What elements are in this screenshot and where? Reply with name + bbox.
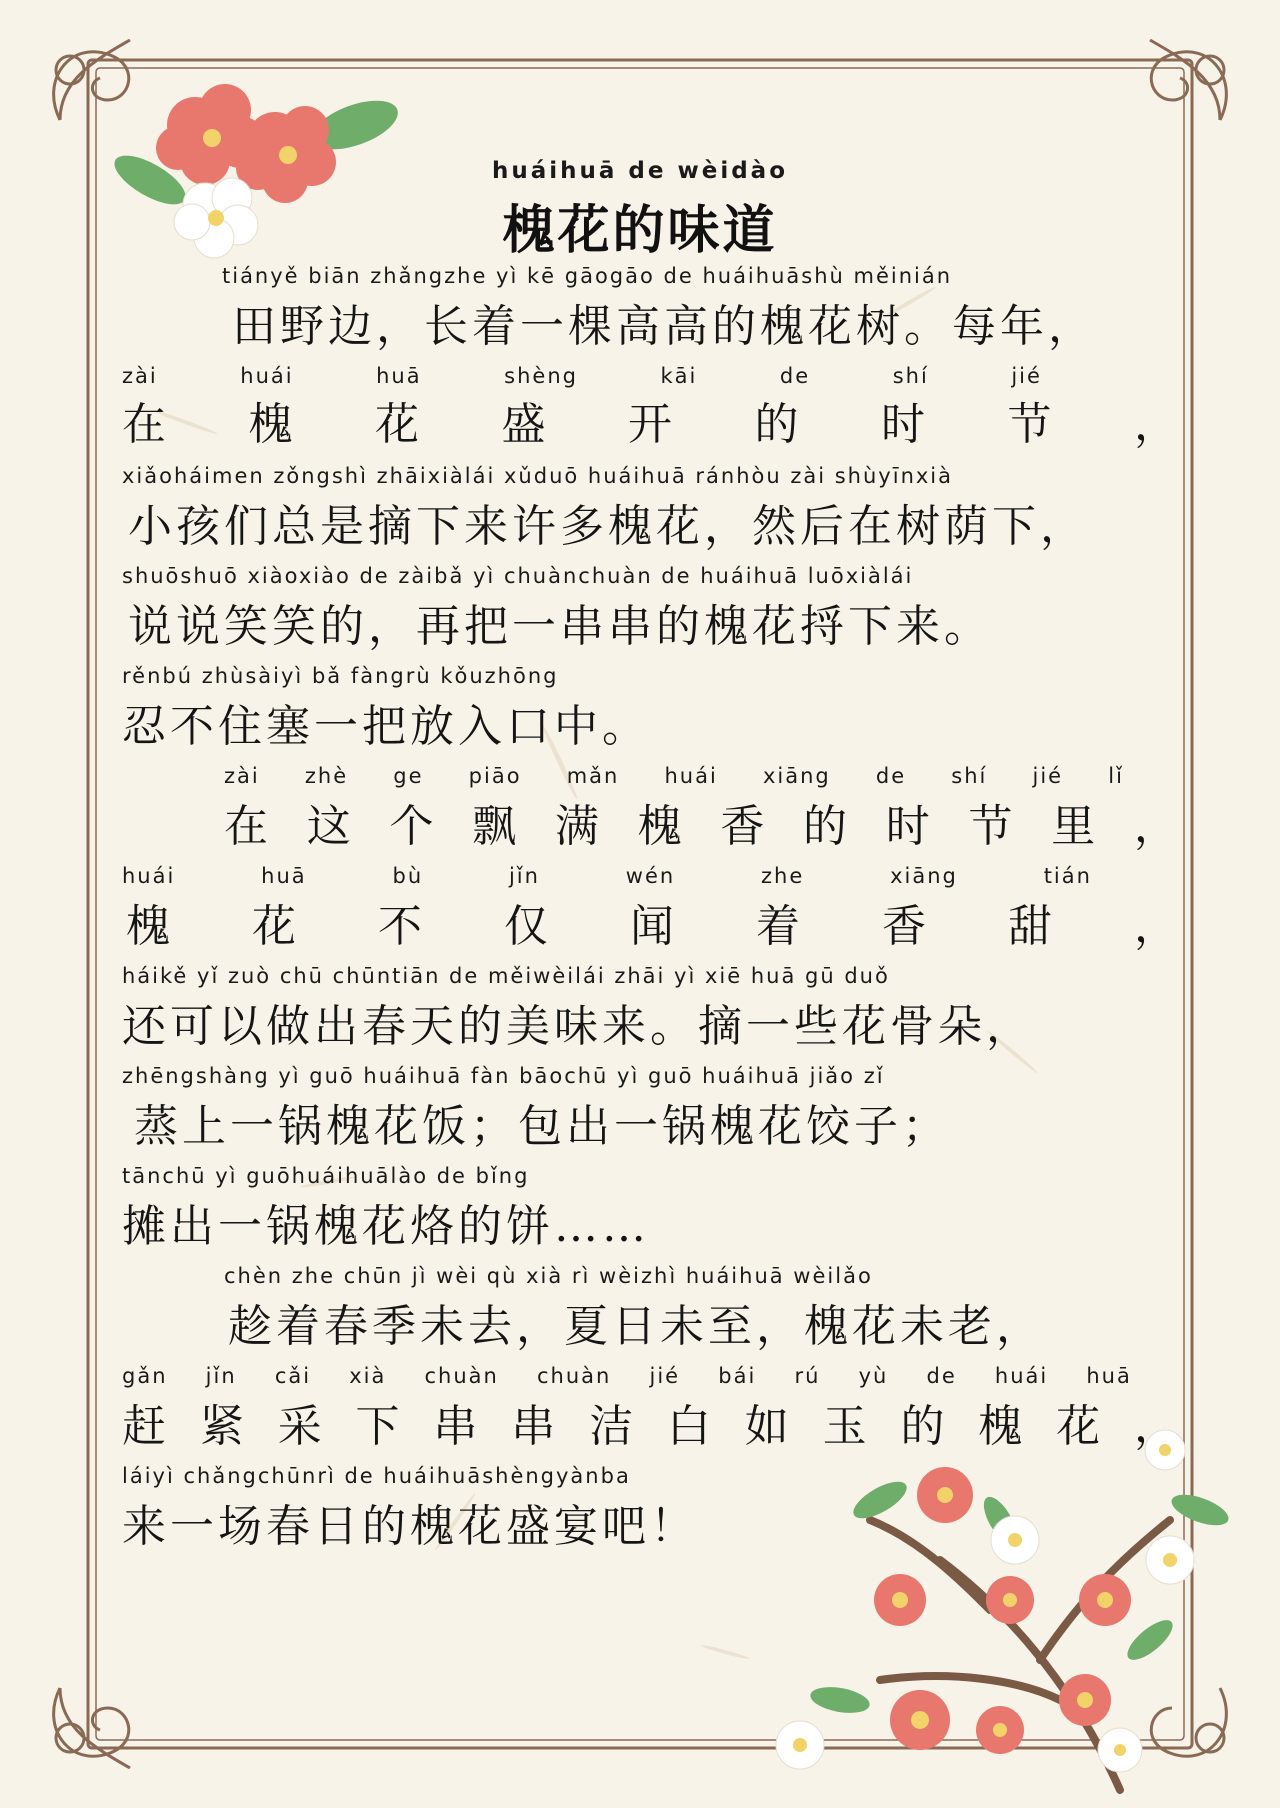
line-text: 在 这 个 飘 满 槐 香 的 时 节 里 ，: [224, 801, 1182, 852]
line-pinyin: chèn zhe chūn jì wèi qù xià rì wèizhì huáihuā wèilǎo: [224, 1264, 873, 1288]
line-pinyin: gǎn jǐn cǎi xià chuàn chuàn jié bái rú yù de huái huā: [122, 1364, 1132, 1388]
line-pinyin: láiyì chǎngchūnrì de huáihuāshèngyànba: [122, 1464, 631, 1488]
line-pinyin: tiányě biān zhǎngzhe yì kē gāogāo de huáihuāshù měinián: [222, 264, 953, 288]
title-pinyin: huáihuā de wèidào: [491, 158, 788, 184]
line-text: 还可以做出春天的美味来。摘一些花骨朵，: [122, 1001, 1034, 1052]
line-text: 田野边，长着一棵高高的槐花树。每年，: [232, 301, 1096, 352]
line-pinyin: háikě yǐ zuò chū chūntiān de měiwèilái zhāi yì xiē huā gū duǒ: [122, 964, 890, 988]
line-pinyin: zài huái huā shèng kāi de shí jié: [122, 364, 1042, 388]
line-text: 小孩们总是摘下来许多槐花，然后在树荫下，: [128, 501, 1088, 552]
line-text: 蒸上一锅槐花饭；包出一锅槐花饺子；: [134, 1101, 950, 1152]
line-pinyin: zài zhè ge piāo mǎn huái xiāng de shí jié lǐ: [224, 764, 1124, 788]
line-pinyin: huái huā bù jǐn wén zhe xiāng tián: [122, 864, 1092, 888]
line-text: 槐 花 不 仅 闻 着 香 甜 ，: [126, 901, 1182, 952]
line-text: 趁着春季未去，夏日未至，槐花未老，: [228, 1301, 1044, 1352]
line-pinyin: shuōshuō xiàoxiào de zàibǎ yì chuànchuàn de huáihuā luōxiàlái: [122, 564, 914, 588]
line-pinyin: rěnbú zhùsàiyì bǎ fàngrù kǒuzhōng: [122, 664, 559, 688]
page-title: 槐花的味道: [502, 200, 778, 261]
flower-branch-bottom-right-icon: [776, 1430, 1232, 1790]
line-text: 赶 紧 采 下 串 串 洁 白 如 玉 的 槐 花 ，: [122, 1401, 1182, 1452]
line-text: 来一场春日的槐花盛宴吧！: [122, 1501, 698, 1552]
line-text: 说说笑笑的，再把一串串的槐花捋下来。: [128, 601, 992, 652]
line-text: 忍不住塞一把放入口中。: [122, 701, 650, 752]
line-pinyin: tānchū yì guōhuáihuālào de bǐng: [122, 1164, 530, 1188]
line-text: 摊出一锅槐花烙的饼……: [122, 1201, 650, 1252]
line-text: 在 槐 花 盛 开 的 时 节 ，: [122, 399, 1182, 450]
line-pinyin: zhēngshàng yì guō huáihuā fàn bāochū yì guō huáihuā jiǎo zǐ: [122, 1064, 885, 1088]
line-pinyin: xiǎoháimen zǒngshì zhāixiàlái xǔduō huáihuā ránhòu zài shùyīnxià: [122, 464, 954, 488]
